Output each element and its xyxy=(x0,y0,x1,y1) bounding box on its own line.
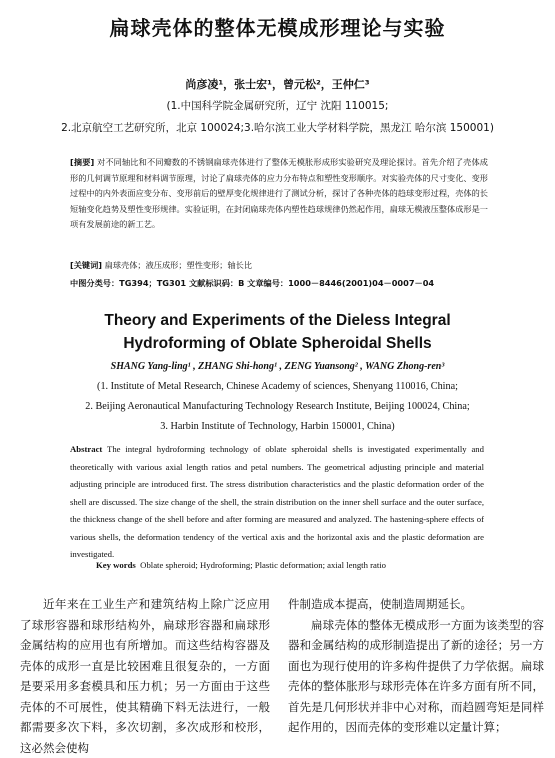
body-paragraph: 近年来在工业生产和建筑结构上除广泛应用了球形容器和球形结构外，扁球形容器和扁球形金属结构的应用也有所增加。而这些结构容器及壳体的成形一直是比较困难且很复杂的，一方面是要采用多套模具和压力机；另一方面由于这些壳体的不可展性，使其精确下料无法进行，一般都需要多次下料，多次切割，多次成形和校形，这必然会使构 xyxy=(20,597,270,755)
body-paragraph: 扁球壳体的整体无模成形一方面为该类型的容器和金属结构的成形制造提出了新的途径；另一方面也为现行使用的许多构件提供了力学依据。扁球壳体的整体胀形与球形壳体在许多方面有所不同，首先是几何形状并非中心对称，而趋圆弯矩是同样起作用的，因而壳体的变形难以定量计算； xyxy=(288,617,544,734)
authors-en: SHANG Yang-ling¹ , ZHANG Shi-hong¹ , ZENG Yuansong² , WANG Zhong-ren³ xyxy=(110,361,445,372)
abstract-en-label: Abstract xyxy=(70,444,103,454)
keywords-cn-text: 扁球壳体；液压成形；塑性变形；轴长比 xyxy=(104,260,253,270)
body-column-left xyxy=(20,594,270,758)
keywords-en xyxy=(96,560,496,570)
abstract-cn xyxy=(70,155,488,233)
affiliation-en-3: 3. Harbin Institute of Technology, Harbin 150001, China) xyxy=(160,421,395,432)
keywords-en-label: Key words xyxy=(96,560,136,570)
abstract-cn-text: 对不同轴比和不同瓣数的不锈钢扁球壳体进行了整体无模胀形成形实验研究及理论探讨。首先介绍了壳体成形的几何调节原理和材料调节原理，讨论了扁球壳体的应力分布特点和塑性变形顺序。对实验壳体的尺寸变化、变形过程中的内外表面应变分布、变形前后的壁厚变化规律进行了测试分析，探讨了各种壳体的趋球变形过程，壳体的长短轴变化趋势及塑性变形规律。实验证明，在封闭扁球壳体内塑性趋球规律仍然起作用，扁球无模液压整体成形是一项有发展前途的新工艺。 xyxy=(70,157,488,230)
abstract-cn-label: [摘要] xyxy=(70,157,95,167)
title-en-line-1: Theory and Experiments of the Dieless Integral xyxy=(104,312,451,329)
abstract-en xyxy=(70,441,484,564)
keywords-cn xyxy=(70,260,488,271)
authors-cn: 尚彦凌¹，张士宏¹，曾元松²，王仲仁³ xyxy=(185,78,370,91)
abstract-en-text: The integral hydroforming technology of oblate spheroidal shells is investigated experimentally and theoretically with various axial length ratios and petal numbers. The geometrical adjusting principle and material adjusting principle are introduced first. The stress distribution characteristics and the plastic deformation order of the shell are discussed. The size change of the shell, the strain distribution on the inner shell surface and the outer surface, the thickness change of the shell before and after forming are measured and analyzed. The hastening-sphere effects of various shells, the deformation tendency of the vertical axis and the horizontal axis and the plastic deformation are investigated. xyxy=(70,444,484,559)
body-paragraph: 件制造成本提高，使制造周期延长。 xyxy=(288,597,472,611)
body-column-right xyxy=(288,594,544,738)
affiliation-cn-2: 2.北京航空工艺研究所，北京 100024;3.哈尔滨工业大学材料学院，黑龙江 哈尔滨 150001) xyxy=(61,122,494,134)
title-en-line-2: Hydroforming of Oblate Spheroidal Shells xyxy=(123,335,432,352)
affiliation-en-1: (1. Institute of Metal Research, Chinese Academy of sciences, Shenyang 110016, China; xyxy=(97,381,458,392)
keywords-en-text: Oblate spheroid; Hydroforming; Plastic deformation; axial length ratio xyxy=(140,560,387,570)
affiliation-cn-1: (1.中国科学院金属研究所，辽宁 沈阳 110015; xyxy=(166,100,389,112)
title-cn: 扁球壳体的整体无模成形理论与实验 xyxy=(109,16,446,40)
keywords-cn-label: [关键词] xyxy=(70,260,103,270)
affiliation-en-2: 2. Beijing Aeronautical Manufacturing Technology Research Institute, Beijing 100024, China; xyxy=(85,401,470,412)
classification-cn: 中图分类号：TG394；TG301 文献标识码：B 文章编号：1000－8446(2001)04－0007－04 xyxy=(70,278,435,288)
